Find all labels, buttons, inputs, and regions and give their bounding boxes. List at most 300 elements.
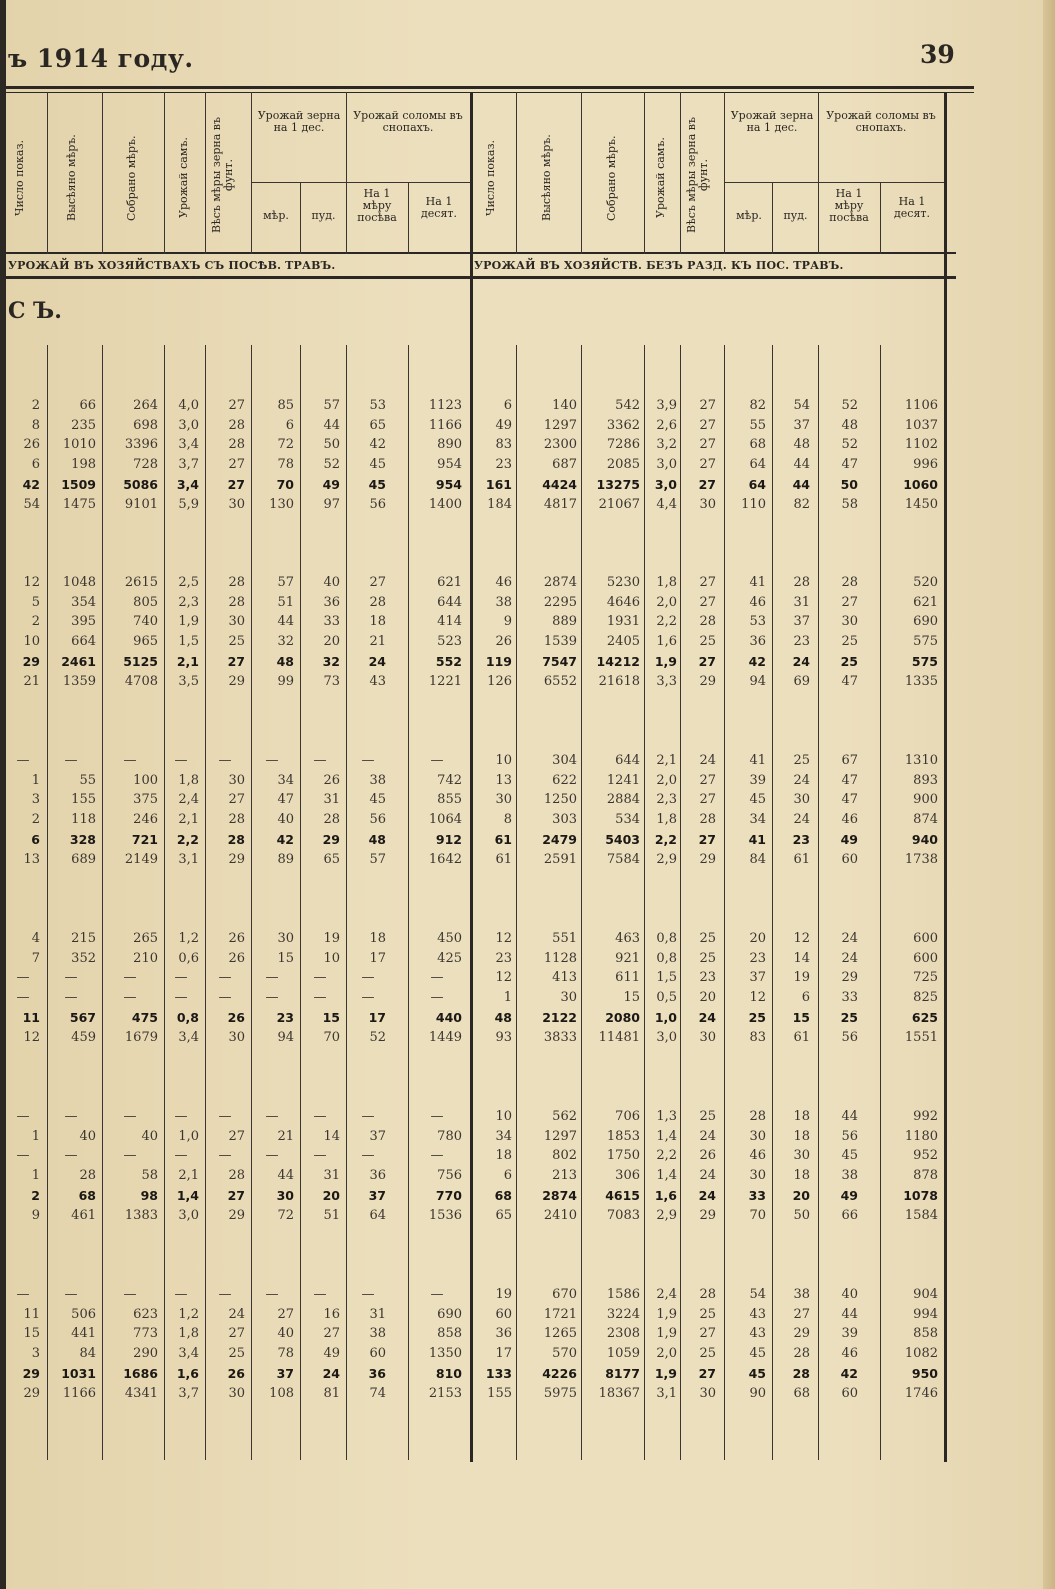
right-cell: 551 <box>552 931 577 946</box>
left-cell: 3,7 <box>178 457 199 473</box>
right-cell: 28 <box>699 812 716 828</box>
left-cell: 2,1 <box>178 812 199 828</box>
right-cell: 28 <box>699 614 716 630</box>
right-cell: 14 <box>793 950 810 966</box>
right-cell: 1,6 <box>654 1187 677 1203</box>
right-cell: 56 <box>841 1029 858 1045</box>
hdr-grain-pud: пуд. <box>783 209 808 222</box>
left-cell: — <box>174 990 188 1006</box>
left-cell: 1221 <box>428 673 462 689</box>
left-cell: — <box>123 990 137 1006</box>
right-cell: 306 <box>615 1168 640 1184</box>
left-cell: 44 <box>277 614 294 630</box>
right-cell: 1,3 <box>656 1109 677 1124</box>
left-cell: 29 <box>22 653 40 669</box>
left-cell: 29 <box>228 1207 245 1223</box>
left-cell: 57 <box>369 851 386 867</box>
left-cell: 2615 <box>124 575 158 590</box>
left-cell: 9 <box>31 1207 40 1223</box>
right-cell: 1,8 <box>656 575 677 590</box>
left-cell: 72 <box>277 1207 294 1223</box>
left-cell: 58 <box>141 1168 158 1184</box>
right-cell: 49 <box>495 417 512 433</box>
left-cell: 352 <box>71 950 96 966</box>
right-cell: 48 <box>494 1009 512 1025</box>
left-cell: 1536 <box>428 1207 462 1223</box>
left-cell: 215 <box>71 931 96 946</box>
left-cell: — <box>16 1287 30 1302</box>
right-cell: 52 <box>841 398 858 413</box>
left-cell: 21 <box>277 1128 294 1144</box>
left-cell: 721 <box>131 831 158 847</box>
right-cell: 31 <box>793 594 810 610</box>
right-cell: 10 <box>495 1109 512 1124</box>
left-cell: 2,4 <box>178 792 199 808</box>
left-cell: 4341 <box>124 1385 158 1401</box>
left-cell: 65 <box>369 417 386 433</box>
left-cell: 27 <box>323 1326 340 1342</box>
right-cell: 3,0 <box>656 1029 677 1045</box>
left-cell: 37 <box>368 1187 386 1203</box>
right-cell: 49 <box>840 1187 858 1203</box>
page-number: 39 <box>920 40 955 69</box>
right-cell: 83 <box>749 1029 766 1045</box>
left-cell: 18 <box>369 931 386 946</box>
right-cell: 6 <box>801 990 810 1006</box>
right-cell: 1180 <box>904 1128 938 1144</box>
hdr-straw: Урожай соломы въ снопахъ. <box>353 109 463 134</box>
right-cell: 28 <box>749 1109 766 1124</box>
hdr-straw-per-des: На 1 десят. <box>894 195 930 220</box>
left-cell: 72 <box>277 437 294 453</box>
left-cell: 1509 <box>61 476 96 492</box>
right-cell: 38 <box>793 1287 810 1302</box>
right-cell: 463 <box>615 931 640 946</box>
right-cell: 3224 <box>606 1306 640 1322</box>
table-divider <box>470 92 473 1462</box>
right-cell: 44 <box>841 1306 858 1322</box>
right-cell: 27 <box>698 1365 716 1381</box>
right-cell: 29 <box>699 1207 716 1223</box>
left-cell: 32 <box>277 634 294 650</box>
right-cell: 94 <box>749 673 766 689</box>
left-cell: 26 <box>23 437 40 453</box>
right-cell: 27 <box>699 417 716 433</box>
left-cell: 28 <box>227 831 245 847</box>
left-cell: 6 <box>285 417 294 433</box>
left-cell: 28 <box>369 594 386 610</box>
left-cell: 890 <box>437 437 462 453</box>
right-cell: 1746 <box>904 1385 938 1401</box>
col-line <box>346 345 347 1460</box>
right-cell: 82 <box>793 496 810 512</box>
right-cell: 11481 <box>598 1029 640 1045</box>
left-cell: — <box>174 1148 188 1164</box>
right-cell: 58 <box>841 496 858 512</box>
right-cell: 50 <box>840 476 858 492</box>
left-cell: 42 <box>369 437 386 453</box>
right-cell: 6 <box>503 1168 512 1184</box>
right-cell: 37 <box>793 417 810 433</box>
left-cell: — <box>16 1148 30 1164</box>
left-cell: 15 <box>23 1326 40 1342</box>
right-cell: 27 <box>699 575 716 590</box>
left-cell: — <box>313 1109 327 1124</box>
left-cell: 0,6 <box>178 950 199 966</box>
right-cell: 28 <box>792 1365 810 1381</box>
right-cell: 46 <box>841 812 858 828</box>
hdr-straw: Урожай соломы въ снопахъ. <box>826 109 936 134</box>
left-cell: — <box>430 1148 444 1164</box>
right-cell: 413 <box>552 970 577 986</box>
left-cell: 31 <box>369 1306 386 1322</box>
left-cell: — <box>123 970 137 986</box>
left-cell: 552 <box>435 653 462 669</box>
right-cell: 1,9 <box>656 1326 677 1342</box>
left-cell: 30 <box>277 931 294 946</box>
left-cell: — <box>265 990 279 1006</box>
right-cell: 30 <box>793 1148 810 1164</box>
left-cell: 425 <box>437 950 462 966</box>
right-cell: 1,4 <box>656 1128 677 1144</box>
left-cell: 34 <box>277 772 294 788</box>
left-cell: 36 <box>323 594 340 610</box>
left-cell: 1350 <box>428 1346 462 1362</box>
right-cell: 43 <box>749 1326 766 1342</box>
right-cell: 25 <box>699 634 716 650</box>
left-cell: — <box>123 1287 137 1302</box>
left-cell: 2,1 <box>178 1168 199 1184</box>
right-cell: 47 <box>841 457 858 473</box>
left-cell: 42 <box>22 476 40 492</box>
left-cell: 450 <box>437 931 462 946</box>
right-cell: 611 <box>615 970 640 986</box>
right-cell: 56 <box>841 1128 858 1144</box>
right-cell: 41 <box>748 831 766 847</box>
left-cell: 740 <box>133 614 158 630</box>
right-cell: 904 <box>913 1287 938 1302</box>
left-cell: 45 <box>369 457 386 473</box>
left-cell: — <box>123 753 137 768</box>
left-cell: 21 <box>23 673 40 689</box>
right-cell: 25 <box>841 634 858 650</box>
right-cell: 30 <box>841 614 858 630</box>
col-line <box>680 345 681 1460</box>
right-cell: 1082 <box>904 1346 938 1362</box>
left-cell: 246 <box>133 812 158 828</box>
right-cell: 30 <box>749 1168 766 1184</box>
right-cell: 2,2 <box>656 614 677 630</box>
left-cell: 65 <box>323 851 340 867</box>
right-cell: 82 <box>749 398 766 413</box>
left-cell: 1679 <box>124 1029 158 1045</box>
right-cell: 706 <box>615 1109 640 1124</box>
right-cell: 889 <box>552 614 577 630</box>
left-cell: 24 <box>322 1365 340 1381</box>
left-cell: 84 <box>79 1346 96 1362</box>
left-cell: 15 <box>277 950 294 966</box>
hdr-grain-mer: мѣр. <box>263 209 289 222</box>
right-cell: 1853 <box>606 1128 640 1144</box>
left-cell: 30 <box>228 496 245 512</box>
right-cell: 2,0 <box>656 772 677 788</box>
right-cell: 53 <box>749 614 766 630</box>
right-cell: 8 <box>503 812 512 828</box>
left-cell: 1,5 <box>178 634 199 650</box>
left-cell: 690 <box>437 1306 462 1322</box>
left-cell: 28 <box>228 1168 245 1184</box>
left-cell: 36 <box>369 1168 386 1184</box>
left-cell: 32 <box>322 653 340 669</box>
left-cell: — <box>64 1148 78 1164</box>
left-cell: 1 <box>31 772 40 788</box>
right-cell: 542 <box>615 398 640 413</box>
right-cell: 155 <box>487 1385 512 1401</box>
right-cell: 19 <box>495 1287 512 1302</box>
right-cell: 61 <box>793 1029 810 1045</box>
right-cell: 126 <box>487 673 512 689</box>
right-cell: 49 <box>840 831 858 847</box>
right-cell: 46 <box>749 1148 766 1164</box>
col-line <box>581 345 582 1460</box>
left-cell: 4,0 <box>178 398 199 413</box>
right-cell: 5230 <box>606 575 640 590</box>
left-cell: 395 <box>71 614 96 630</box>
right-cell: 1931 <box>606 614 640 630</box>
right-cell: 15 <box>623 990 640 1006</box>
right-cell: 7286 <box>606 437 640 453</box>
left-cell: 780 <box>437 1128 462 1144</box>
left-cell: 2 <box>31 1187 40 1203</box>
right-cell: 24 <box>793 812 810 828</box>
left-cell: 621 <box>437 575 462 590</box>
right-cell: 23 <box>495 950 512 966</box>
right-cell: 2,0 <box>656 594 677 610</box>
right-cell: 38 <box>495 594 512 610</box>
right-cell: 69 <box>793 673 810 689</box>
right-cell: 54 <box>793 398 810 413</box>
hdr-sep <box>581 92 582 254</box>
left-cell: 3,4 <box>178 1029 199 1045</box>
left-cell: 2,2 <box>176 831 199 847</box>
right-cell: 25 <box>699 1306 716 1322</box>
left-cell: 40 <box>79 1128 96 1144</box>
left-cell: — <box>16 753 30 768</box>
left-cell: 1,8 <box>178 1326 199 1342</box>
right-cell: 0,8 <box>656 950 677 966</box>
right-cell: 24 <box>698 1009 716 1025</box>
hdr-sown: Высѣяно мѣръ. <box>65 134 78 222</box>
left-cell: 50 <box>323 437 340 453</box>
right-cell: 161 <box>485 476 512 492</box>
right-cell: 2405 <box>606 634 640 650</box>
right-cell: 13 <box>495 772 512 788</box>
band-right: УРОЖАЙ ВЪ ХОЗЯЙСТВ. БЕЗЪ РАЗД. КЪ ПОС. ТРАВЪ. <box>474 259 844 272</box>
left-cell: 1,6 <box>176 1365 199 1381</box>
right-cell: 28 <box>793 1346 810 1362</box>
left-cell: 1 <box>31 1168 40 1184</box>
left-cell: 78 <box>277 457 294 473</box>
left-cell: 29 <box>22 1365 40 1381</box>
hdr-yield: Урожай самъ. <box>177 137 190 219</box>
hdr-sep <box>346 92 347 254</box>
right-cell: 47 <box>841 673 858 689</box>
right-cell: 952 <box>913 1148 938 1164</box>
left-cell: 51 <box>323 1207 340 1223</box>
left-cell: 2 <box>31 398 40 413</box>
hdr-straw-per-mer: На 1 мѣру посѣва <box>357 187 397 224</box>
top-rule-thin <box>6 92 974 93</box>
right-cell: 4,4 <box>656 496 677 512</box>
left-cell: 9101 <box>124 496 158 512</box>
right-cell: 21067 <box>598 496 640 512</box>
left-cell: 17 <box>369 950 386 966</box>
right-cell: 24 <box>841 950 858 966</box>
right-cell: 2,9 <box>656 851 677 867</box>
right-cell: 41 <box>749 753 766 768</box>
left-cell: 858 <box>437 1326 462 1342</box>
right-cell: 2,2 <box>656 1148 677 1164</box>
left-cell: 728 <box>133 457 158 473</box>
left-cell: 810 <box>435 1365 462 1381</box>
right-cell: 44 <box>841 1109 858 1124</box>
left-cell: 70 <box>276 476 294 492</box>
hdr-sep <box>164 92 165 254</box>
left-cell: 3,0 <box>178 1207 199 1223</box>
right-cell: 6 <box>503 398 512 413</box>
left-cell: — <box>218 990 232 1006</box>
right-cell: 1060 <box>903 476 938 492</box>
hdr-straw-per-des: На 1 десят. <box>421 195 457 220</box>
right-cell: 3,3 <box>656 673 677 689</box>
right-cell: 562 <box>552 1109 577 1124</box>
left-cell: 10 <box>323 950 340 966</box>
right-cell: 41 <box>749 575 766 590</box>
right-cell: 1,8 <box>656 812 677 828</box>
left-cell: 11 <box>22 1009 40 1025</box>
left-cell: 954 <box>437 457 462 473</box>
left-cell: 2,1 <box>176 653 199 669</box>
left-cell: 98 <box>140 1187 158 1203</box>
left-cell: 12 <box>23 1029 40 1045</box>
left-cell: 3,5 <box>178 673 199 689</box>
right-cell: 5403 <box>605 831 640 847</box>
left-cell: 53 <box>369 398 386 413</box>
left-cell: 5086 <box>123 476 158 492</box>
right-cell: 303 <box>552 812 577 828</box>
left-cell: 28 <box>79 1168 96 1184</box>
right-cell: 3,0 <box>656 457 677 473</box>
left-cell: — <box>313 970 327 986</box>
left-cell: 30 <box>228 1385 245 1401</box>
col-line <box>408 345 409 1460</box>
left-cell: — <box>313 1287 327 1302</box>
hdr-sep <box>644 92 645 254</box>
right-cell: 1335 <box>904 673 938 689</box>
right-cell: 2,9 <box>656 1207 677 1223</box>
left-cell: 45 <box>369 792 386 808</box>
right-cell: 3,1 <box>656 1385 677 1401</box>
hdr-sep <box>408 182 409 254</box>
right-cell: 39 <box>841 1326 858 1342</box>
left-cell: 48 <box>276 653 294 669</box>
left-cell: 1400 <box>428 496 462 512</box>
right-cell: 48 <box>793 437 810 453</box>
right-cell: 28 <box>793 575 810 590</box>
left-cell: 264 <box>133 398 158 413</box>
right-cell: 68 <box>749 437 766 453</box>
hdr-sown: Высѣяно мѣръ. <box>540 134 553 222</box>
right-cell: 27 <box>793 1306 810 1322</box>
left-cell: 1642 <box>428 851 462 867</box>
right-cell: 23 <box>699 970 716 986</box>
right-cell: 24 <box>699 1168 716 1184</box>
right-cell: 2874 <box>543 575 577 590</box>
left-cell: 461 <box>71 1207 96 1223</box>
right-cell: 2085 <box>606 457 640 473</box>
right-cell: 24 <box>699 753 716 768</box>
left-cell: 26 <box>228 950 245 966</box>
left-cell: 25 <box>228 634 245 650</box>
left-cell: 94 <box>277 1029 294 1045</box>
left-cell: 27 <box>228 398 245 413</box>
left-cell: 29 <box>23 1385 40 1401</box>
left-cell: — <box>218 753 232 768</box>
right-cell: 858 <box>913 1326 938 1342</box>
left-cell: 1383 <box>124 1207 158 1223</box>
left-cell: 30 <box>228 1029 245 1045</box>
right-cell: 27 <box>699 772 716 788</box>
hdr-subrule <box>724 182 944 183</box>
left-cell: 37 <box>276 1365 294 1381</box>
left-cell: 912 <box>435 831 462 847</box>
left-cell: 45 <box>368 476 386 492</box>
section-letter: С Ъ. <box>8 298 62 324</box>
left-cell: 773 <box>133 1326 158 1342</box>
right-cell: 2,2 <box>654 831 677 847</box>
left-cell: 770 <box>435 1187 462 1203</box>
left-cell: 36 <box>368 1365 386 1381</box>
right-cell: 25 <box>699 931 716 946</box>
right-cell: 921 <box>615 950 640 966</box>
right-cell: 687 <box>552 457 577 473</box>
band-left: УРОЖАЙ ВЪ ХОЗЯЙСТВАХЪ СЪ ПОСѢВ. ТРАВЪ. <box>8 259 336 272</box>
right-cell: 2591 <box>543 851 577 867</box>
left-cell: 42 <box>276 831 294 847</box>
left-cell: 29 <box>228 673 245 689</box>
left-cell: 3,1 <box>178 851 199 867</box>
left-cell: 49 <box>322 476 340 492</box>
right-cell: 625 <box>911 1009 938 1025</box>
left-cell: 1,4 <box>176 1187 199 1203</box>
hdr-subrule <box>251 182 470 183</box>
left-cell: 17 <box>368 1009 386 1025</box>
right-cell: 12 <box>793 931 810 946</box>
left-cell: 19 <box>323 931 340 946</box>
right-cell: 27 <box>699 594 716 610</box>
left-cell: 44 <box>323 417 340 433</box>
left-cell: 52 <box>323 457 340 473</box>
left-cell: 12 <box>23 575 40 590</box>
left-cell: 130 <box>269 496 294 512</box>
right-cell: 30 <box>793 792 810 808</box>
left-cell: 23 <box>276 1009 294 1025</box>
right-cell: 23 <box>793 634 810 650</box>
left-cell: 198 <box>71 457 96 473</box>
right-cell: 26 <box>495 634 512 650</box>
right-cell: 25 <box>840 653 858 669</box>
hdr-yield: Урожай самъ. <box>654 137 667 219</box>
